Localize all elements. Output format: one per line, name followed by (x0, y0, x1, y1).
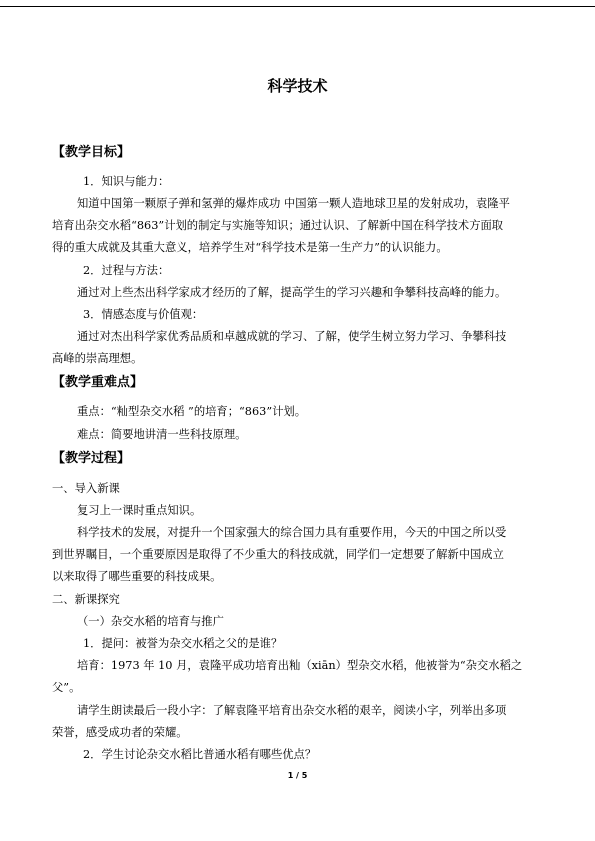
process-line: 荣誉，感受成功者的荣耀。 (52, 726, 188, 739)
process-line: 1．提问：被誉为杂交水稻之父的是谁？ (83, 637, 283, 650)
process-line: 2．学生讨论杂交水稻比普通水稻有哪些优点？ (83, 748, 317, 761)
objective-line: 通过对杰出科学家优秀品质和卓越成就的学习、了解，使学生树立努力学习、争攀科技 (77, 330, 507, 343)
process-line: 到世界瞩目，一个重要原因是取得了不少重大的科技成就，同学们一定想要了解新中国成立 (52, 548, 504, 561)
objective-line: 通过对上些杰出科学家成才经历的了解，提高学生的学习兴趣和争攀科技高峰的能力。 (77, 286, 507, 299)
objective-line: 知道中国第一颗原子弹和氢弹的爆炸成功 中国第一颗人造地球卫星的发射成功，袁隆平 (77, 197, 510, 210)
process-line: 科学技术的发展，对提升一个国家强大的综合国力具有重要作用，今天的中国之所以受 (77, 526, 507, 539)
process-line: 复习上一课时重点知识。 (77, 504, 202, 517)
section-heading-key-points: 【教学重难点】 (52, 375, 144, 390)
objective-line: 1．知识与能力： (83, 175, 170, 188)
process-line: 一、导入新课 (52, 482, 120, 495)
section-heading-objectives: 【教学目标】 (52, 145, 131, 160)
process-line: 培育：1973 年 10 月，袁隆平成功培育出籼（xiān）型杂交水稻，他被誉为“杂交水稻之 (77, 659, 523, 672)
page-number: 1 / 5 (287, 771, 308, 780)
objective-line: 培育出杂交水稻“863”计划的制定与实施等知识；通过认识、了解新中国在科学技术方面取 (52, 219, 504, 232)
process-line: 请学生朗读最后一段小字：了解袁隆平培育出杂交水稻的艰辛，阅读小字，列举出多项 (77, 704, 507, 717)
objective-line: 得的重大成就及其重大意义，培养学生对“科学技术是第一生产力”的认识能力。 (52, 241, 448, 254)
page-title: 科学技术 (267, 77, 328, 95)
key-point-line: 难点：简要地讲清一些科技原理。 (77, 428, 247, 441)
objective-line: 高峰的崇高理想。 (52, 352, 143, 365)
key-point-line: 重点：“籼型杂交水稻 ”的培育；“863”计划。 (77, 405, 307, 418)
objective-line: 3．情感态度与价值观： (83, 308, 204, 321)
process-line: 二、新课探究 (52, 593, 120, 606)
process-line: 父”。 (52, 681, 81, 694)
process-line: 以来取得了哪些重要的科技成果。 (52, 570, 222, 583)
process-line: （一）杂交水稻的培育与推广 (77, 615, 224, 628)
objective-line: 2．过程与方法： (83, 264, 170, 277)
section-heading-process: 【教学过程】 (52, 451, 131, 466)
